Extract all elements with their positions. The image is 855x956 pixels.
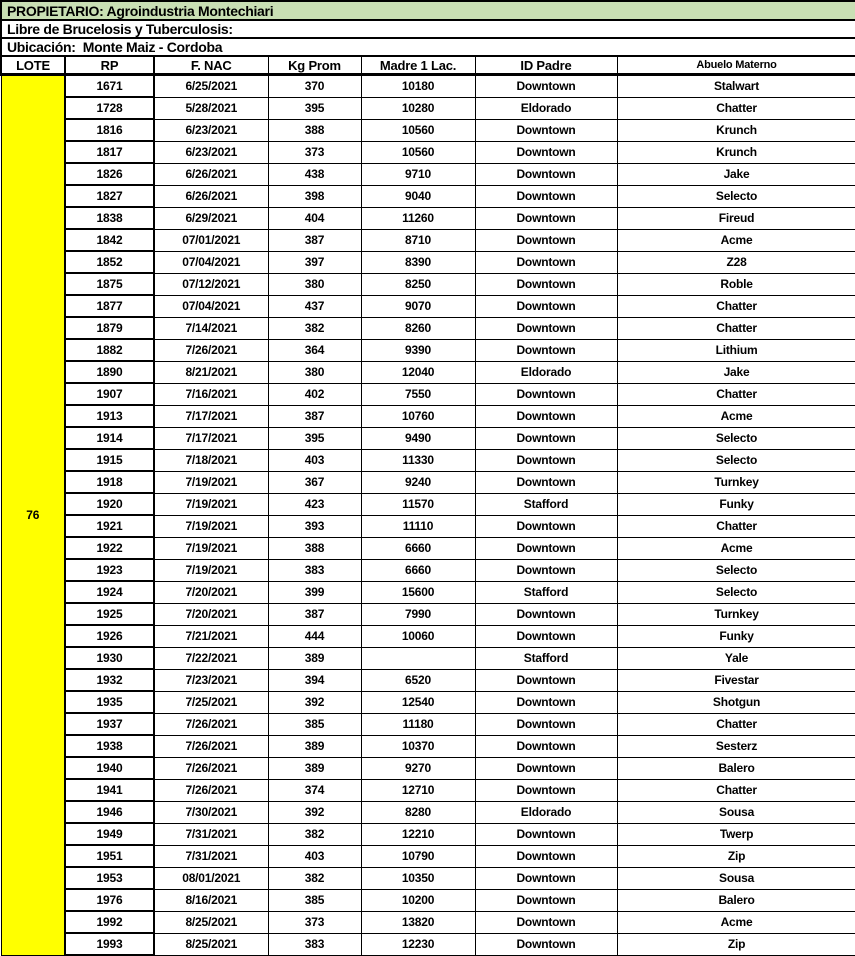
cell-madre-1-lac: 11110 <box>361 515 475 537</box>
cell-madre-1-lac: 10560 <box>361 141 475 163</box>
cell-id-padre: Stafford <box>475 581 617 603</box>
cell-madre-1-lac: 10370 <box>361 735 475 757</box>
cell-madre-1-lac: 7550 <box>361 383 475 405</box>
cell-rp: 1935 <box>65 691 154 713</box>
cell-abuelo-materno: Lithium <box>617 339 855 361</box>
cell-fnac: 07/04/2021 <box>154 251 268 273</box>
cell-rp: 1915 <box>65 449 154 471</box>
cell-fnac: 7/22/2021 <box>154 647 268 669</box>
table-row <box>1 405 855 427</box>
cell-madre-1-lac: 12540 <box>361 691 475 713</box>
cell-madre-1-lac: 10350 <box>361 867 475 889</box>
cell-fnac: 7/19/2021 <box>154 493 268 515</box>
cell-rp: 1879 <box>65 317 154 339</box>
cell-abuelo-materno: Chatter <box>617 383 855 405</box>
cell-abuelo-materno: Zip <box>617 933 855 955</box>
cell-id-padre: Downtown <box>475 933 617 955</box>
table-row <box>1 559 855 581</box>
header-id-padre: ID Padre <box>475 56 617 75</box>
cell-kg-prom: 380 <box>268 361 361 383</box>
cell-abuelo-materno: Fivestar <box>617 669 855 691</box>
cell-rp: 1951 <box>65 845 154 867</box>
cell-madre-1-lac: 9490 <box>361 427 475 449</box>
cell-madre-1-lac: 9710 <box>361 163 475 185</box>
cell-kg-prom: 387 <box>268 405 361 427</box>
cell-id-padre: Downtown <box>475 163 617 185</box>
cell-fnac: 7/30/2021 <box>154 801 268 823</box>
cell-abuelo-materno: Selecto <box>617 581 855 603</box>
cell-madre-1-lac: 9070 <box>361 295 475 317</box>
cell-madre-1-lac: 11570 <box>361 493 475 515</box>
table-row <box>1 383 855 405</box>
table-row <box>1 207 855 229</box>
cell-id-padre: Downtown <box>475 273 617 295</box>
cell-madre-1-lac: 11180 <box>361 713 475 735</box>
cell-rp: 1932 <box>65 669 154 691</box>
cell-fnac: 6/23/2021 <box>154 141 268 163</box>
ubicacion-row <box>1 38 855 56</box>
cell-rp: 1671 <box>65 75 154 98</box>
cell-abuelo-materno: Selecto <box>617 185 855 207</box>
cell-kg-prom: 383 <box>268 933 361 955</box>
cell-rp: 1949 <box>65 823 154 845</box>
cell-abuelo-materno: Acme <box>617 537 855 559</box>
table-row <box>1 603 855 625</box>
cell-kg-prom: 389 <box>268 735 361 757</box>
cell-id-padre: Downtown <box>475 405 617 427</box>
cell-id-padre: Downtown <box>475 295 617 317</box>
cell-kg-prom: 367 <box>268 471 361 493</box>
cell-fnac: 7/20/2021 <box>154 581 268 603</box>
cell-abuelo-materno: Sousa <box>617 801 855 823</box>
cell-fnac: 7/17/2021 <box>154 427 268 449</box>
cell-id-padre: Downtown <box>475 251 617 273</box>
cell-rp: 1913 <box>65 405 154 427</box>
table-row <box>1 669 855 691</box>
cell-id-padre: Downtown <box>475 779 617 801</box>
cell-kg-prom: 403 <box>268 449 361 471</box>
cell-kg-prom: 403 <box>268 845 361 867</box>
cell-fnac: 7/21/2021 <box>154 625 268 647</box>
cell-abuelo-materno: Stalwart <box>617 75 855 98</box>
cell-kg-prom: 380 <box>268 273 361 295</box>
cell-fnac: 8/25/2021 <box>154 933 268 955</box>
cell-kg-prom: 395 <box>268 427 361 449</box>
cell-rp: 1938 <box>65 735 154 757</box>
cell-madre-1-lac: 8260 <box>361 317 475 339</box>
table-row <box>1 713 855 735</box>
header-fnac: F. NAC <box>154 56 268 75</box>
cell-madre-1-lac: 9270 <box>361 757 475 779</box>
cell-fnac: 8/25/2021 <box>154 911 268 933</box>
cell-id-padre: Downtown <box>475 537 617 559</box>
cell-kg-prom: 385 <box>268 889 361 911</box>
cell-id-padre: Downtown <box>475 427 617 449</box>
cell-id-padre: Downtown <box>475 625 617 647</box>
cell-kg-prom: 383 <box>268 559 361 581</box>
propietario-row <box>1 1 855 20</box>
cell-id-padre: Downtown <box>475 757 617 779</box>
cell-id-padre: Downtown <box>475 603 617 625</box>
cell-fnac: 5/28/2021 <box>154 97 268 119</box>
cell-rp: 1920 <box>65 493 154 515</box>
cell-madre-1-lac: 6660 <box>361 559 475 581</box>
cell-rp: 1930 <box>65 647 154 669</box>
cell-rp: 1907 <box>65 383 154 405</box>
table-row <box>1 361 855 383</box>
cell-kg-prom: 382 <box>268 823 361 845</box>
table-row <box>1 339 855 361</box>
cell-rp: 1937 <box>65 713 154 735</box>
cell-id-padre: Stafford <box>475 493 617 515</box>
cell-fnac: 7/26/2021 <box>154 713 268 735</box>
table-row <box>1 911 855 933</box>
cell-fnac: 7/26/2021 <box>154 735 268 757</box>
cell-madre-1-lac: 6660 <box>361 537 475 559</box>
cell-madre-1-lac: 8710 <box>361 229 475 251</box>
cell-fnac: 07/04/2021 <box>154 295 268 317</box>
cell-fnac: 6/26/2021 <box>154 185 268 207</box>
cell-madre-1-lac: 12210 <box>361 823 475 845</box>
cell-fnac: 7/26/2021 <box>154 757 268 779</box>
cell-fnac: 7/16/2021 <box>154 383 268 405</box>
cell-id-padre: Downtown <box>475 889 617 911</box>
table-row <box>1 141 855 163</box>
cell-id-padre: Downtown <box>475 317 617 339</box>
cell-fnac: 7/31/2021 <box>154 845 268 867</box>
cell-id-padre: Downtown <box>475 339 617 361</box>
table-row <box>1 757 855 779</box>
cell-kg-prom: 392 <box>268 691 361 713</box>
cell-kg-prom: 389 <box>268 647 361 669</box>
cell-abuelo-materno: Acme <box>617 405 855 427</box>
cell-kg-prom: 444 <box>268 625 361 647</box>
cell-fnac: 7/23/2021 <box>154 669 268 691</box>
cell-id-padre: Downtown <box>475 229 617 251</box>
cell-rp: 1946 <box>65 801 154 823</box>
cell-id-padre: Downtown <box>475 471 617 493</box>
cell-madre-1-lac: 12040 <box>361 361 475 383</box>
cell-abuelo-materno: Selecto <box>617 427 855 449</box>
ubicacion-title: Ubicación: Monte Maiz - Cordoba <box>1 38 855 56</box>
cell-fnac: 7/26/2021 <box>154 779 268 801</box>
cell-madre-1-lac <box>361 647 475 669</box>
table-row <box>1 647 855 669</box>
cell-fnac: 07/01/2021 <box>154 229 268 251</box>
cell-abuelo-materno: Roble <box>617 273 855 295</box>
header-abuelo-materno: Abuelo Materno <box>617 56 855 75</box>
cell-id-padre: Downtown <box>475 867 617 889</box>
cell-id-padre: Downtown <box>475 207 617 229</box>
table-row <box>1 317 855 339</box>
cell-rp: 1728 <box>65 97 154 119</box>
sanidad-row <box>1 20 855 38</box>
table-row <box>1 295 855 317</box>
cell-rp: 1875 <box>65 273 154 295</box>
table-row <box>1 867 855 889</box>
cell-kg-prom: 364 <box>268 339 361 361</box>
header-rp: RP <box>65 56 154 75</box>
cell-rp: 1924 <box>65 581 154 603</box>
cell-fnac: 6/23/2021 <box>154 119 268 141</box>
cell-rp: 1976 <box>65 889 154 911</box>
cell-abuelo-materno: Turnkey <box>617 471 855 493</box>
table-row <box>1 185 855 207</box>
cell-kg-prom: 387 <box>268 603 361 625</box>
cell-kg-prom: 423 <box>268 493 361 515</box>
cell-rp: 1838 <box>65 207 154 229</box>
cell-id-padre: Downtown <box>475 911 617 933</box>
cell-kg-prom: 388 <box>268 537 361 559</box>
cell-abuelo-materno: Funky <box>617 625 855 647</box>
cell-fnac: 7/18/2021 <box>154 449 268 471</box>
cell-rp: 1826 <box>65 163 154 185</box>
cell-id-padre: Downtown <box>475 845 617 867</box>
cell-kg-prom: 395 <box>268 97 361 119</box>
table-row <box>1 273 855 295</box>
cell-madre-1-lac: 10760 <box>361 405 475 427</box>
cell-rp: 1914 <box>65 427 154 449</box>
table-row <box>1 163 855 185</box>
cell-kg-prom: 374 <box>268 779 361 801</box>
sanidad-title: Libre de Brucelosis y Tuberculosis: <box>1 20 855 38</box>
table-row <box>1 119 855 141</box>
cell-madre-1-lac: 10180 <box>361 75 475 98</box>
cell-id-padre: Eldorado <box>475 801 617 823</box>
cell-rp: 1817 <box>65 141 154 163</box>
cell-fnac: 7/26/2021 <box>154 339 268 361</box>
cell-madre-1-lac: 10280 <box>361 97 475 119</box>
cell-rp: 1890 <box>65 361 154 383</box>
table-row <box>1 427 855 449</box>
cell-id-padre: Eldorado <box>475 97 617 119</box>
cell-kg-prom: 404 <box>268 207 361 229</box>
cell-kg-prom: 397 <box>268 251 361 273</box>
cell-fnac: 6/26/2021 <box>154 163 268 185</box>
cell-madre-1-lac: 8250 <box>361 273 475 295</box>
cell-abuelo-materno: Twerp <box>617 823 855 845</box>
cell-id-padre: Downtown <box>475 669 617 691</box>
cell-madre-1-lac: 11260 <box>361 207 475 229</box>
cell-fnac: 6/25/2021 <box>154 75 268 98</box>
lote-merged-cell: 76 <box>1 75 65 956</box>
table-row <box>1 779 855 801</box>
cell-fnac: 07/12/2021 <box>154 273 268 295</box>
cell-madre-1-lac: 10060 <box>361 625 475 647</box>
table-row <box>1 889 855 911</box>
cell-rp: 1842 <box>65 229 154 251</box>
cell-madre-1-lac: 10560 <box>361 119 475 141</box>
cell-id-padre: Eldorado <box>475 361 617 383</box>
cell-rp: 1816 <box>65 119 154 141</box>
cell-madre-1-lac: 11330 <box>361 449 475 471</box>
cell-abuelo-materno: Chatter <box>617 779 855 801</box>
cell-abuelo-materno: Balero <box>617 889 855 911</box>
cell-id-padre: Downtown <box>475 449 617 471</box>
cell-madre-1-lac: 13820 <box>361 911 475 933</box>
cell-madre-1-lac: 6520 <box>361 669 475 691</box>
cell-abuelo-materno: Chatter <box>617 713 855 735</box>
header-lote: LOTE <box>1 56 65 75</box>
cell-id-padre: Downtown <box>475 515 617 537</box>
cell-kg-prom: 387 <box>268 229 361 251</box>
table-row <box>1 625 855 647</box>
cell-abuelo-materno: Selecto <box>617 559 855 581</box>
cell-abuelo-materno: Balero <box>617 757 855 779</box>
cell-abuelo-materno: Sousa <box>617 867 855 889</box>
cell-rp: 1922 <box>65 537 154 559</box>
cell-rp: 1940 <box>65 757 154 779</box>
cell-fnac: 7/19/2021 <box>154 559 268 581</box>
cell-kg-prom: 373 <box>268 911 361 933</box>
table-row <box>1 449 855 471</box>
cell-abuelo-materno: Chatter <box>617 97 855 119</box>
cell-kg-prom: 370 <box>268 75 361 98</box>
cell-abuelo-materno: Chatter <box>617 515 855 537</box>
cell-rp: 1923 <box>65 559 154 581</box>
cell-kg-prom: 388 <box>268 119 361 141</box>
cell-madre-1-lac: 15600 <box>361 581 475 603</box>
column-header-row <box>1 56 855 75</box>
cell-abuelo-materno: Zip <box>617 845 855 867</box>
cell-fnac: 7/19/2021 <box>154 537 268 559</box>
cell-kg-prom: 393 <box>268 515 361 537</box>
table-row <box>1 801 855 823</box>
header-madre-1-lac: Madre 1 Lac. <box>361 56 475 75</box>
cell-abuelo-materno: Krunch <box>617 141 855 163</box>
cell-kg-prom: 373 <box>268 141 361 163</box>
cell-id-padre: Downtown <box>475 691 617 713</box>
cell-kg-prom: 438 <box>268 163 361 185</box>
cell-madre-1-lac: 9240 <box>361 471 475 493</box>
table-row <box>1 515 855 537</box>
cell-rp: 1921 <box>65 515 154 537</box>
cell-madre-1-lac: 10790 <box>361 845 475 867</box>
cell-fnac: 7/19/2021 <box>154 515 268 537</box>
cell-fnac: 7/14/2021 <box>154 317 268 339</box>
cell-rp: 1882 <box>65 339 154 361</box>
cell-madre-1-lac: 9390 <box>361 339 475 361</box>
cell-rp: 1992 <box>65 911 154 933</box>
cell-fnac: 7/31/2021 <box>154 823 268 845</box>
cell-fnac: 7/19/2021 <box>154 471 268 493</box>
cell-id-padre: Downtown <box>475 823 617 845</box>
cell-fnac: 8/21/2021 <box>154 361 268 383</box>
cell-abuelo-materno: Acme <box>617 229 855 251</box>
table-row <box>1 845 855 867</box>
cell-abuelo-materno: Krunch <box>617 119 855 141</box>
cell-id-padre: Downtown <box>475 185 617 207</box>
cell-abuelo-materno: Acme <box>617 911 855 933</box>
propietario-title: PROPIETARIO: Agroindustria Montechiari <box>1 1 855 20</box>
header-kg-prom: Kg Prom <box>268 56 361 75</box>
cell-kg-prom: 402 <box>268 383 361 405</box>
cell-abuelo-materno: Selecto <box>617 449 855 471</box>
cell-abuelo-materno: Chatter <box>617 317 855 339</box>
cell-abuelo-materno: Jake <box>617 361 855 383</box>
cell-madre-1-lac: 10200 <box>361 889 475 911</box>
cell-id-padre: Downtown <box>475 383 617 405</box>
table-row <box>1 471 855 493</box>
table-row <box>1 933 855 955</box>
cell-kg-prom: 385 <box>268 713 361 735</box>
cell-fnac: 8/16/2021 <box>154 889 268 911</box>
cell-fnac: 7/25/2021 <box>154 691 268 713</box>
cell-id-padre: Downtown <box>475 735 617 757</box>
cell-rp: 1993 <box>65 933 154 955</box>
cell-id-padre: Downtown <box>475 141 617 163</box>
cell-rp: 1926 <box>65 625 154 647</box>
cell-rp: 1852 <box>65 251 154 273</box>
cell-abuelo-materno: Turnkey <box>617 603 855 625</box>
cell-madre-1-lac: 9040 <box>361 185 475 207</box>
cell-kg-prom: 382 <box>268 867 361 889</box>
table-row <box>1 735 855 757</box>
cell-fnac: 7/17/2021 <box>154 405 268 427</box>
cell-abuelo-materno: Chatter <box>617 295 855 317</box>
cell-fnac: 7/20/2021 <box>154 603 268 625</box>
cell-madre-1-lac: 8390 <box>361 251 475 273</box>
cell-madre-1-lac: 7990 <box>361 603 475 625</box>
cell-kg-prom: 382 <box>268 317 361 339</box>
cell-abuelo-materno: Funky <box>617 493 855 515</box>
cell-kg-prom: 392 <box>268 801 361 823</box>
cell-id-padre: Downtown <box>475 75 617 98</box>
cell-rp: 1953 <box>65 867 154 889</box>
cell-madre-1-lac: 12230 <box>361 933 475 955</box>
cell-madre-1-lac: 12710 <box>361 779 475 801</box>
cell-kg-prom: 394 <box>268 669 361 691</box>
cell-kg-prom: 437 <box>268 295 361 317</box>
cell-kg-prom: 398 <box>268 185 361 207</box>
cell-madre-1-lac: 8280 <box>361 801 475 823</box>
cell-kg-prom: 389 <box>268 757 361 779</box>
table-row <box>1 823 855 845</box>
cell-rp: 1918 <box>65 471 154 493</box>
table-row <box>1 493 855 515</box>
cell-abuelo-materno: Fireud <box>617 207 855 229</box>
cell-id-padre: Downtown <box>475 559 617 581</box>
cell-fnac: 6/29/2021 <box>154 207 268 229</box>
cell-fnac: 08/01/2021 <box>154 867 268 889</box>
table-row <box>1 251 855 273</box>
cell-abuelo-materno: Sesterz <box>617 735 855 757</box>
cell-rp: 1941 <box>65 779 154 801</box>
cell-id-padre: Downtown <box>475 713 617 735</box>
table-row <box>1 75 855 98</box>
table-row <box>1 581 855 603</box>
table-row <box>1 691 855 713</box>
cell-abuelo-materno: Yale <box>617 647 855 669</box>
cell-id-padre: Downtown <box>475 119 617 141</box>
table-row <box>1 229 855 251</box>
table-row <box>1 537 855 559</box>
cell-abuelo-materno: Z28 <box>617 251 855 273</box>
cell-id-padre: Stafford <box>475 647 617 669</box>
cell-abuelo-materno: Jake <box>617 163 855 185</box>
cell-rp: 1877 <box>65 295 154 317</box>
cell-abuelo-materno: Shotgun <box>617 691 855 713</box>
cell-rp: 1827 <box>65 185 154 207</box>
table-row <box>1 97 855 119</box>
cell-rp: 1925 <box>65 603 154 625</box>
cell-kg-prom: 399 <box>268 581 361 603</box>
